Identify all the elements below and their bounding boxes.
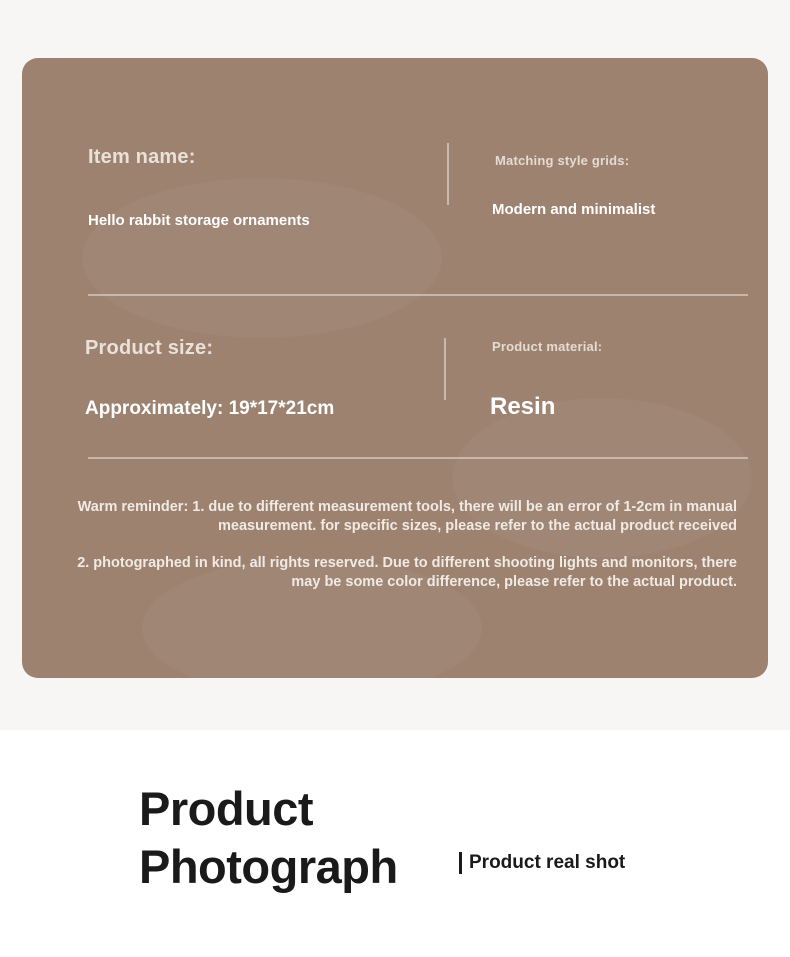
matching-style-label: Matching style grids: [495, 153, 630, 168]
product-material-label: Product material: [492, 339, 603, 354]
horizontal-divider-1 [88, 294, 748, 296]
section-title [139, 780, 398, 896]
item-name-label: Item name: [88, 146, 196, 168]
section-title-block [0, 730, 790, 957]
subtitle-bar-icon [459, 852, 462, 874]
product-spec-card [22, 58, 768, 678]
item-name-value: Hello rabbit storage ornaments [88, 212, 310, 229]
section-subtitle: Product real shot [469, 852, 626, 873]
product-size-value: Approximately: 19*17*21cm [85, 398, 335, 419]
product-material-value: Resin [490, 393, 556, 420]
section-title-line-2: Photograph [139, 840, 398, 893]
product-size-label: Product size: [85, 337, 214, 359]
matching-style-value: Modern and minimalist [492, 201, 656, 218]
horizontal-divider-2 [88, 457, 748, 459]
section-subtitle-wrap [459, 852, 625, 874]
warm-reminder-notes [77, 498, 737, 592]
row-2-vertical-divider [444, 338, 446, 400]
section-title-line-1: Product [139, 782, 314, 835]
note-line-1: Warm reminder: 1. due to different measurement tools, there will be an error of 1-2cm in manual measurement. for specific sizes, please refer to the actual product received [77, 499, 737, 534]
row-1-vertical-divider [447, 143, 449, 205]
note-line-2: 2. photographed in kind, all rights reserved. Due to different shooting lights and monitors, there may be some color difference, please refer to the actual product. [77, 555, 737, 590]
decorative-wash [82, 178, 442, 338]
